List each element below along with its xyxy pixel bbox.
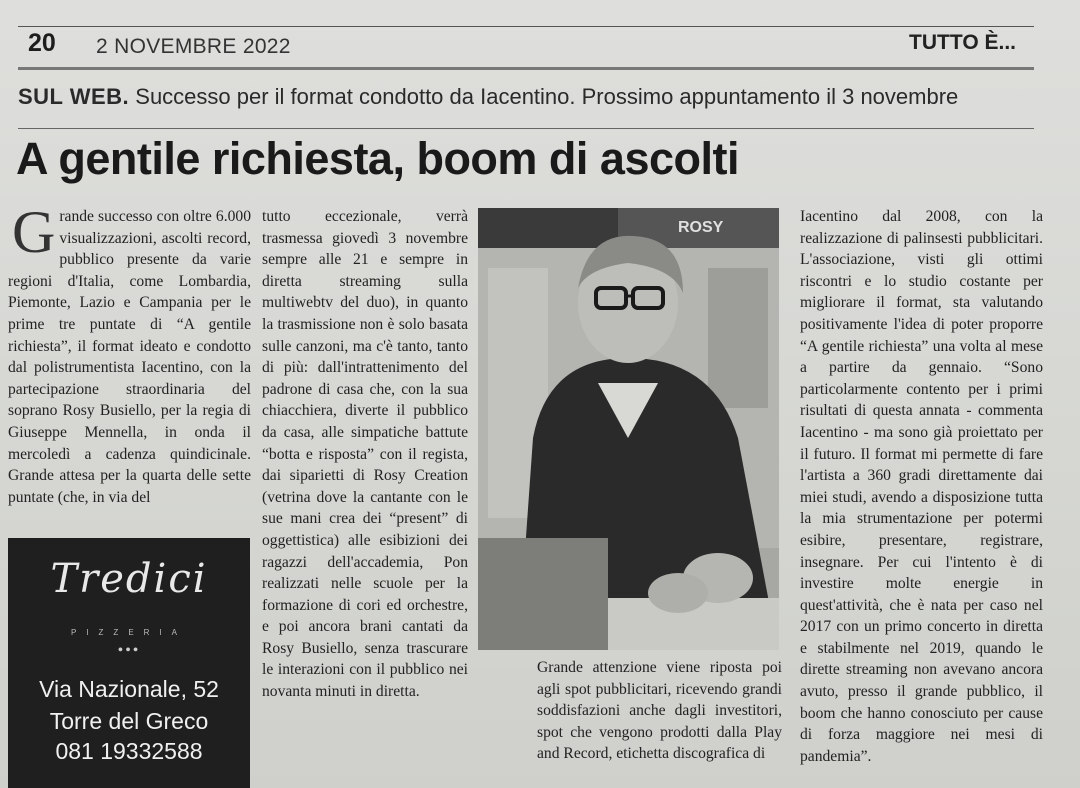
article-photo <box>478 208 779 650</box>
page-number: 20 <box>28 29 56 57</box>
article-column-4: Iacentino dal 2008, con la realizzazione di palinsesti pubblicitari. L'associazione, visti gli ottimi riscontri e lo studio costante per migliorare il format, sta valutando positivamente l'idea di poter proporre “A gentile richiesta” una volta al mese a partire da gennaio. “Sono particolarmente contento per i primi risultati di questa annata - commenta Iacentino - ma sono già proiettato per il futuro. Il format mi permette di fare l'artista a 360 gradi direttamente dai miei studi, avendo a disposizione tutta la mia strumentazione per potermi esibire, presentare, registrare, insegnare. Per cui l'intento è di investire molte energie in quest'attività, che è nata per caso nel 2017 con un primo concerto in diretta e stabilmente nel 2019, quando le dirette streaming non avevano ancora avuto, presso il grande pubblico, il boom che hanno conosciuto per cause di forza maggiore nei mesi di pandemia”. <box>800 208 1043 765</box>
photo-banner-text: ROSY <box>678 219 724 236</box>
issue-date: 2 NOVEMBRE 2022 <box>96 35 291 58</box>
decorative-dots: ••• <box>117 642 141 659</box>
kicker <box>18 84 1034 129</box>
ad-address: Via Nazionale, 52 <box>39 676 219 702</box>
ad-city: Torre del Greco <box>49 708 209 734</box>
article-column-3: Grande attenzione viene riposta poi agli spot pubblicitari, ricevendo grandi soddisfazioni anche dagli investitori, spot che vengono prodotti dalla Play and Record, etichetta discografica di <box>537 659 782 763</box>
kicker-label: SUL WEB. <box>18 84 130 109</box>
column-1-text: rande successo con oltre 6.000 visualizzazioni, ascolti record, pubblico presente da varie regioni d'Italia, come Lombardia, Piemonte, Lazio e Campania per le prime tre puntate di “A gentile richiesta”, il format ideato e condotto dal polistrumentista Iacentino, con la partecipazione straordinaria del soprano Rosy Busiello, per la regia di Giuseppe Mennella, in onda il mercoledì a cadenza quindicinale. Grande attesa per la quarta delle sette puntate (che, in via del <box>8 208 251 506</box>
section-title: TUTTO È... <box>909 31 1016 54</box>
article-column-1 <box>8 206 251 532</box>
photo-illustration <box>478 208 779 650</box>
drop-cap: G <box>12 206 56 265</box>
pizzeria-logo: Tredici <box>50 556 208 602</box>
pizzeria-advertisement <box>8 538 250 788</box>
page-header <box>18 26 1034 70</box>
ad-phone: 081 19332588 <box>55 738 203 764</box>
pizzeria-subtitle: PIZZERIA <box>70 628 187 637</box>
kicker-text: Successo per il format condotto da Iacentino. Prossimo appuntamento il 3 novembre <box>129 84 959 109</box>
article-column-2: tutto eccezionale, verrà trasmessa giovedì 3 novembre sempre alle 21 e sempre in diretta streaming sulla multiwebtv del duo), in quanto la trasmissione non è solo basata sulle canzoni, ma c'è tanto, tanto di più: dall'intrattenimento del padrone di casa che, con la sua chiacchiera, diverte il pubblico da casa, alle simpatiche battute “botta e risposta” con il regista, dai siparietti di Rosy Creation (vetrina dove la cantante con le sue mani crea dei “present” di oggettistica) alle esibizioni dei ragazzi dell'accademia, Pon realizzati nelle scuole per la formazione di cori ed orchestre, e poi ancora brani cantati da Rosy Busiello, senza trascurare le interazioni con il pubblico nei novanta minuti in diretta. <box>262 208 468 701</box>
article-headline: A gentile richiesta, boom di ascolti <box>16 133 739 184</box>
